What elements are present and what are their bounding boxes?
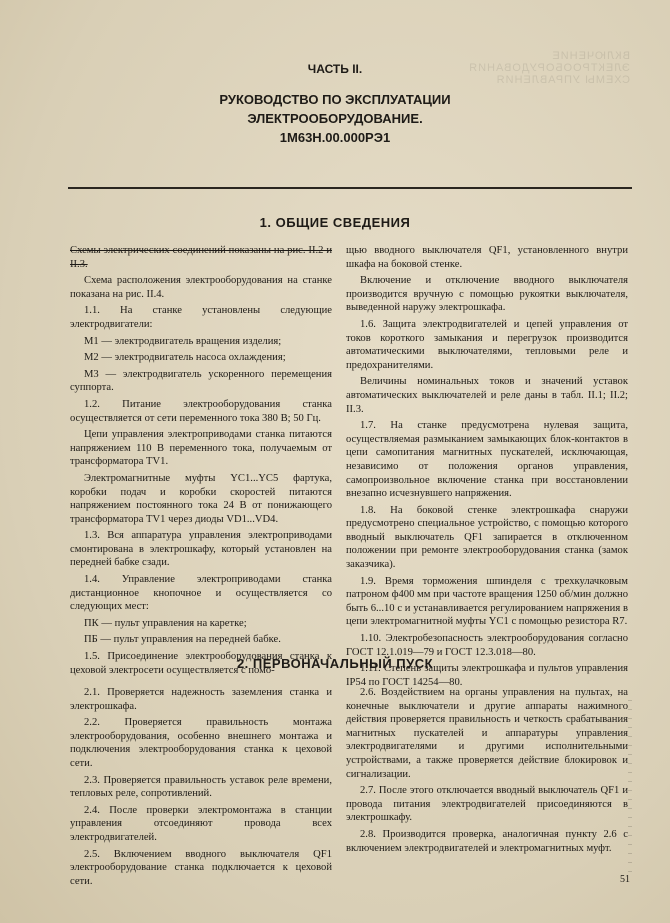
paragraph: 2.2. Проверяется правильность монтажа электрооборудования, особенно внешнего монтажа и подключения электрооборудования станка к цеховой сети. (70, 717, 332, 769)
paragraph: 1.4. Управление электроприводами станка дистанционное кнопочное и осуществляется со следующих мест: (70, 574, 332, 613)
paragraph: 2.6. Воздействием на органы управления на пультах, на конечные выключатели и другие аппараты нажимного действия проверяется правильность и четкость срабатывания магнитных пускателей и аппаратуры управления электродвигателями и другими исполнительными устройствами, а также проверяется действие блокировок и сигнализации. (346, 687, 628, 780)
paragraph: ПК — пульт управления на каретке; (84, 617, 247, 629)
section-2-column-left (70, 686, 332, 891)
paragraph: Цепи управления электроприводами станка питаются напряжением 110 В переменного тока, получаемым от трансформатора TV1. (70, 429, 332, 468)
paragraph: щью вводного выключателя QF1, установленного внутри шкафа на боковой стенке. (346, 245, 628, 270)
paragraph: Величины номинальных токов и значений уставок автоматических выключателей и реле даны в табл. II.1; II.2; II.3. (346, 376, 628, 415)
paragraph: 1.5. Присоединение электрооборудования станка к цеховой электросети осуществляется с помо- (70, 651, 332, 676)
paragraph: 2.8. Производится проверка, аналогичная пункту 2.6 с включением электродвигателей и электромагнитных муфт. (346, 828, 628, 854)
paragraph: М1 — электродвигатель вращения изделия; (84, 335, 282, 347)
paragraph: М2 — электродвигатель насоса охлаждения; (84, 352, 286, 364)
paragraph: 1.6. Защита электродвигателей и цепей управления от токов короткого замыкания и перегрузок производится автоматическими выключателями, тепловыми реле и предохранителями. (346, 318, 628, 371)
paragraph: 2.3. Проверяется правильность уставок реле времени, тепловых реле, сопротивлений. (70, 774, 332, 800)
paragraph: М3 — электродвигатель ускоренного перемещения суппорта. (70, 368, 332, 394)
paragraph: 1.1. На станке установлены следующие электродвигатели: (70, 305, 332, 330)
paragraph: 1.10. Электробезопасность электрооборудования согласно ГОСТ 12.1.019—79 и ГОСТ 12.3.018—80. (346, 633, 628, 658)
section-2-column-right (346, 686, 628, 858)
page-number: 51 (620, 874, 630, 885)
section-2-heading: 2. ПЕРВОНАЧАЛЬНЫЙ ПУСК (236, 656, 434, 671)
paragraph: 2.1. Проверяется надежность заземления станка и электрошкафа. (70, 687, 332, 712)
paragraph: 1.8. На боковой стенке электрошкафа снаружи предусмотрено специальное устройство, с помощью которого вводный выключатель QF1 запирается в отключенном положении при ремонте электрооборудования станка (замок заказчика). (346, 504, 628, 571)
title-line-1: РУКОВОДСТВО ПО ЭКСПЛУАТАЦИИ (219, 92, 451, 107)
paragraph: Схемы электрических соединений показаны на рис. II.2 и II.3. (70, 245, 332, 270)
horizontal-divider (68, 187, 632, 189)
paragraph: 1.2. Питание электрооборудования станка осуществляется от сети переменного тока 380 В; 50 Гц. (70, 398, 332, 424)
title-line-3: 1М63Н.00.000РЭ1 (279, 130, 391, 145)
paragraph: Включение и отключение вводного выключателя производится вручную с помощью рукоятки выключателя, выведенной наружу электрошкафа. (346, 275, 628, 314)
document-title (0, 90, 670, 147)
paragraph: 1.3. Вся аппаратура управления электроприводами смонтирована в электрошкафу, который установлен на передней бабке сзади. (70, 530, 332, 569)
paragraph: Схема расположения электрооборудования на станке показана на рис. II.4. (70, 275, 332, 300)
binding-holes (628, 700, 632, 880)
paragraph: 1.11. Степень защиты электрошкафа и пультов управления IP54 по ГОСТ 14254—80. (346, 663, 628, 688)
paragraph: 2.4. После проверки электромонтажа в станции управления отсоединяют провода всех электродвигателей. (70, 804, 332, 843)
section-1-column-left (70, 244, 332, 680)
paragraph: 2.5. Включением вводного выключателя QF1 электрооборудование станка подключается к цеховой сети. (70, 848, 332, 887)
paragraph: 1.7. На станке предусмотрена нулевая защита, осуществляемая размыканием замыкающих блок-контактов в цепи самопитания магнитных пускателей, исключающая, независимо от положения органов управления, самопроизвольное включение станка при восстановлении внезапно исчезнувшего напряжения. (346, 420, 628, 500)
paragraph: ПБ — пульт управления на передней бабке. (84, 634, 281, 646)
paragraph: Электромагнитные муфты YC1...YC5 фартука, коробки подач и коробки скоростей питаются напряжением постоянного тока 24 В от понижающего трансформатора TV1 через диоды VD1...VD4. (70, 472, 332, 525)
paragraph: 1.9. Время торможения шпинделя с трехкулачковым патроном ф400 мм при частоте вращения 1250 об/мин должно быть 6...10 с и устанавливается регулированием напряжения в цепи электромагнитной муфты YC1 с помощью резистора R7. (346, 575, 628, 628)
title-line-2: ЭЛЕКТРООБОРУДОВАНИЕ. (247, 111, 423, 126)
bleed-through-text: ВКЛЮЧЕНИЕ ЭЛЕКТРООБОРУДОВАНИЯ СХЕМЫ УПРАВЛЕНИЯ (468, 50, 630, 86)
paragraph: 2.7. После этого отключается вводный выключатель QF1 и провода питания электродвигателей присоединяются в электрошкафу. (346, 785, 628, 824)
part-heading: ЧАСТЬ II. (307, 62, 363, 76)
section-1-heading: 1. ОБЩИЕ СВЕДЕНИЯ (259, 215, 411, 230)
section-1-column-right (346, 244, 628, 692)
